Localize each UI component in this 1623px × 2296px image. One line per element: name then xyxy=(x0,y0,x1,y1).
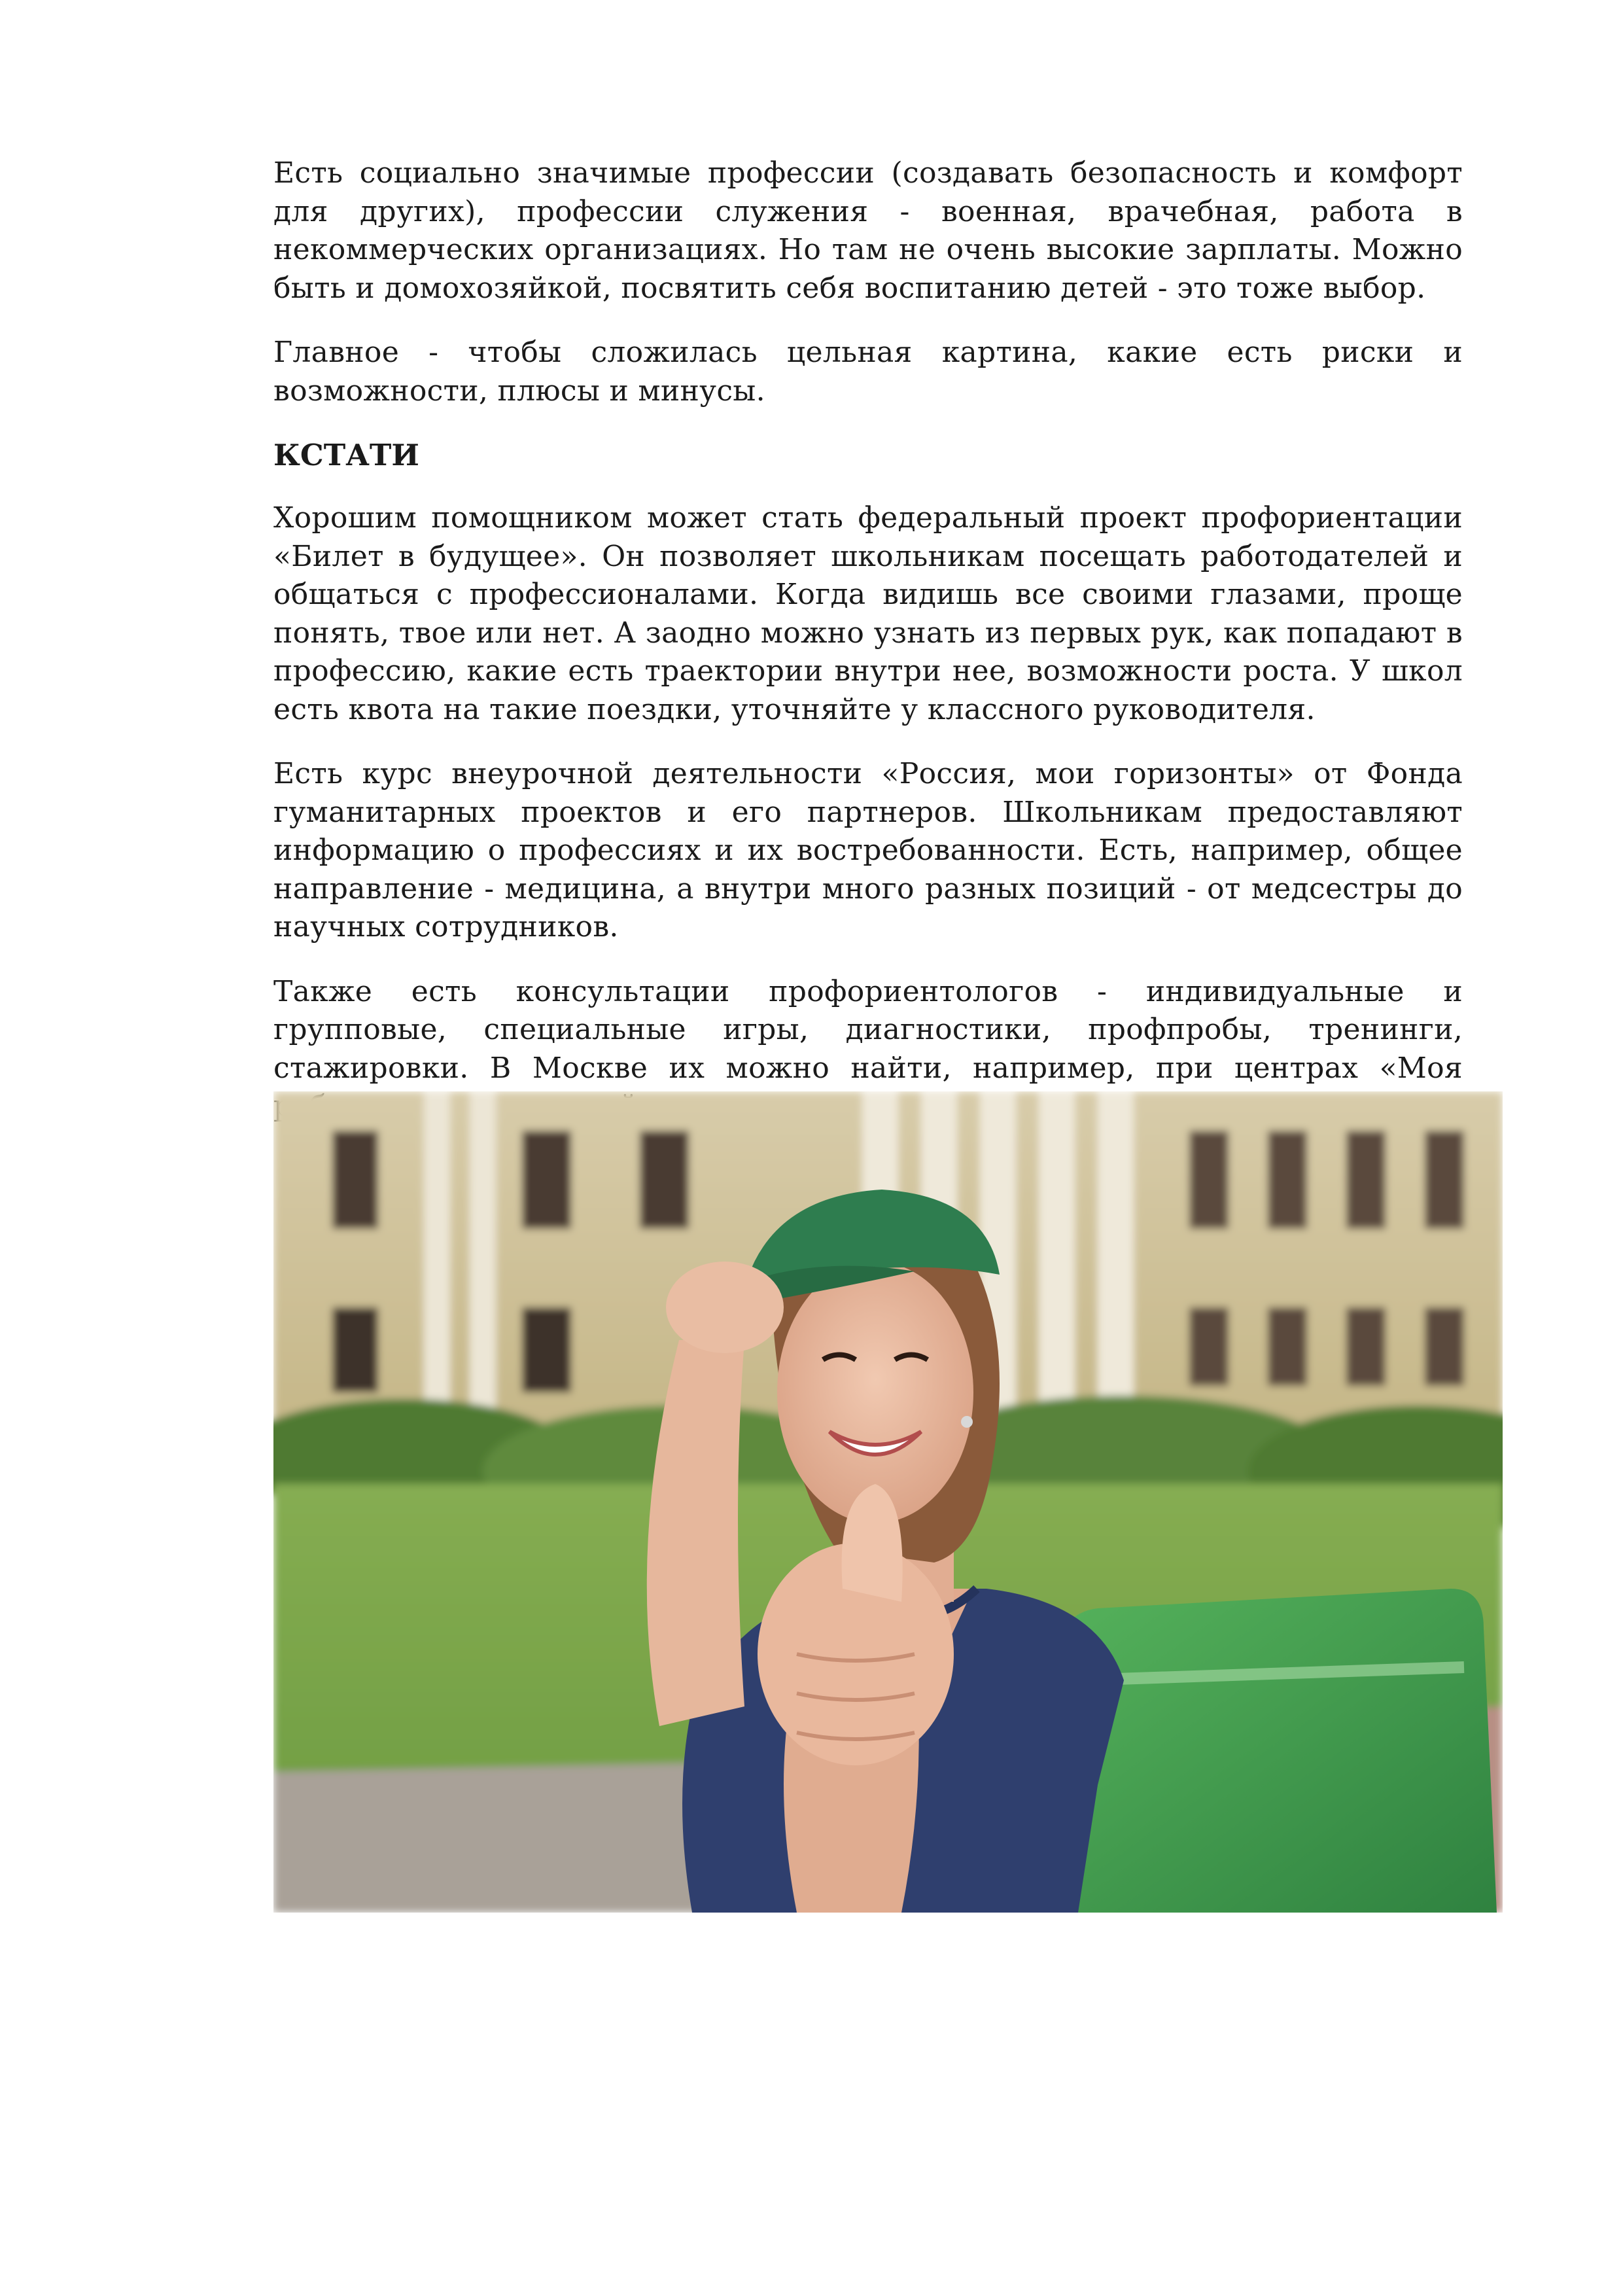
document-body xyxy=(273,154,1463,1152)
section-heading: КСТАТИ xyxy=(273,438,419,472)
photo-girl-with-backpack xyxy=(273,1091,1503,1913)
paragraph-ticket-to-future: Хорошим помощником может стать федеральный проект профориентации «Билет в будущее». Он позволяет школьникам посещать работодателей и общаться с профессионалами. Когда видишь все своими глазами, проще понять, твое или нет. А заодно можно узнать из первых рук, как попадают в профессию, какие есть траектории внутри нее, возможности роста. У школ есть квота на такие поездки, уточняйте у классного руководителя. xyxy=(273,501,1463,726)
paragraph-social-professions: Есть социально значимые профессии (создавать безопасность и комфорт для других), профессии служения - военная, врачебная, работа в некоммерческих организациях. Но там не очень высокие зарплаты. Можно быть и домохозяйкой, посвятить себя воспитанию детей - это тоже выбор. xyxy=(273,156,1463,305)
paragraph-consultations: Также есть консультации профориентологов - индивидуальные и групповые, специальные игры, диагностики, профпробы, тренинги, стажировки. В Москве их можно найти, например, при центрах «Моя xyxy=(273,974,1463,1085)
paragraph-main-idea: Главное - чтобы сложилась цельная картина, какие есть риски и возможности, плюсы и минусы. xyxy=(273,336,1463,408)
paragraph-russia-horizons: Есть курс внеурочной деятельности «Россия, мои горизонты» от Фонда гуманитарных проектов и его партнеров. Школьникам предоставляют информацию о профессиях и их востребованности. Есть, например, общее направление - медицина, а внутри много разных позиций - от медсестры до научных сотрудников. xyxy=(273,757,1463,944)
